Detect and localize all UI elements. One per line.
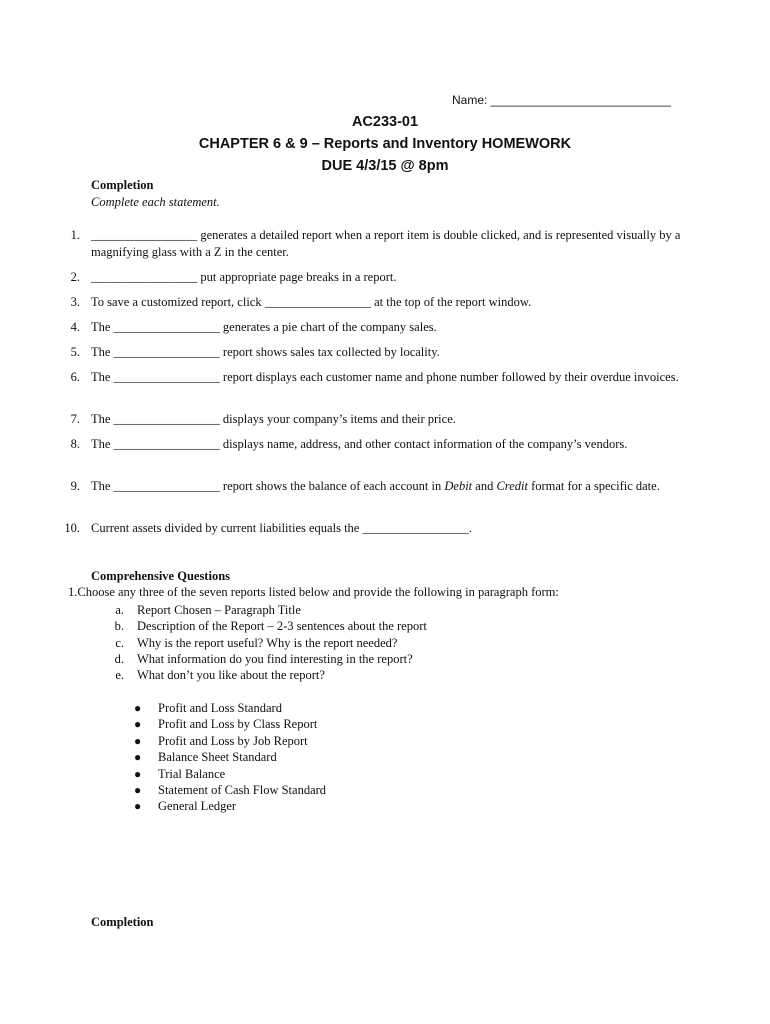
report-item [0, 782, 770, 798]
bullet-icon: ● [134, 782, 142, 797]
list-item [0, 602, 770, 618]
report-item [0, 798, 770, 814]
list-item [0, 618, 770, 634]
list-letter: e. [115, 668, 124, 683]
question-text: The _________________ generates a pie chart of the company sales. [91, 320, 437, 334]
list-item [0, 635, 770, 651]
bullet-icon: ● [134, 799, 142, 814]
course-code: AC233-01 [351, 114, 419, 130]
bullet-icon: ● [134, 733, 142, 748]
assignment-title: CHAPTER 6 & 9 – Reports and Inventory HOMEWORK [198, 136, 572, 152]
list-letter: d. [114, 651, 124, 666]
question-text: _________________ generates a detailed report when a report item is double clicked, and is represented visually by a magnifying glass with a Z in the center. [91, 228, 681, 259]
bullet-icon: ● [134, 750, 142, 765]
comprehensive-question-1: 1.Choose any three of the seven reports listed below and provide the following in paragraph form: [68, 585, 559, 599]
list-letter: a. [115, 603, 124, 617]
completion-heading: Completion [91, 178, 154, 192]
question-number: 3. [70, 295, 80, 309]
question-number: 1. [70, 228, 80, 242]
question-number: 8. [70, 437, 80, 451]
question-text: The _________________ report displays each customer name and phone number followed by their overdue invoices. [91, 370, 679, 384]
question-text: The _________________ displays name, address, and other contact information of the company’s vendors. [91, 437, 628, 451]
report-name: Profit and Loss Standard [158, 701, 282, 715]
list-text: Why is the report useful? Why is the report needed? [137, 635, 398, 650]
name-field-label: Name: ___________________________ [452, 93, 671, 107]
report-name: Balance Sheet Standard [158, 750, 277, 765]
list-text: Report Chosen – Paragraph Title [137, 603, 301, 617]
bullet-icon: ● [134, 717, 142, 732]
question-text: The _________________ displays your company’s items and their price. [91, 412, 456, 426]
comprehensive-heading: Comprehensive Questions [91, 569, 231, 583]
question-number: 6. [70, 370, 80, 384]
question-number: 5. [70, 345, 80, 359]
bullet-icon: ● [134, 766, 142, 781]
report-list [0, 700, 770, 815]
completion-instruction: Complete each statement. [91, 195, 220, 209]
question-number: 4. [70, 320, 80, 334]
due-date: DUE 4/3/15 @ 8pm [321, 158, 449, 174]
question-text: Current assets divided by current liabilities equals the _________________. [91, 521, 472, 535]
footer-completion-heading: Completion [91, 915, 154, 929]
report-name: Statement of Cash Flow Standard [158, 782, 327, 797]
debit-term: Debit [444, 479, 473, 493]
report-item [0, 749, 770, 765]
question-number: 2. [70, 270, 80, 284]
list-letter: c. [115, 635, 124, 650]
list-text: What don’t you like about the report? [137, 668, 325, 683]
question-text: _________________ put appropriate page breaks in a report. [91, 270, 397, 284]
report-name: Profit and Loss by Job Report [158, 733, 308, 748]
report-item [0, 716, 770, 732]
list-letter: b. [114, 619, 124, 634]
report-item [0, 733, 770, 749]
question-text-mid: and [472, 479, 497, 493]
report-name: Profit and Loss by Class Report [158, 717, 318, 732]
bullet-icon: ● [134, 701, 142, 715]
list-text: What information do you find interesting in the report? [137, 651, 413, 666]
list-item [0, 651, 770, 667]
question-text [91, 478, 691, 495]
question-text: The _________________ report shows sales tax collected by locality. [91, 345, 440, 359]
report-name: General Ledger [158, 799, 237, 814]
question-text: To save a customized report, click _________________ at the top of the report window. [91, 295, 532, 309]
report-item [0, 700, 770, 716]
question-number: 7. [70, 412, 80, 426]
list-item [0, 667, 770, 683]
report-name: Trial Balance [158, 766, 226, 781]
credit-term: Credit [496, 479, 528, 493]
question-number: 10. [64, 521, 80, 535]
report-item [0, 766, 770, 782]
question-text-start: The _________________ report shows the balance of each account in [91, 479, 445, 493]
question-number: 9. [70, 479, 80, 493]
list-text: Description of the Report – 2-3 sentences about the report [137, 619, 427, 634]
question-text-end: format for a specific date. [527, 479, 660, 493]
sub-question-list [0, 602, 770, 683]
